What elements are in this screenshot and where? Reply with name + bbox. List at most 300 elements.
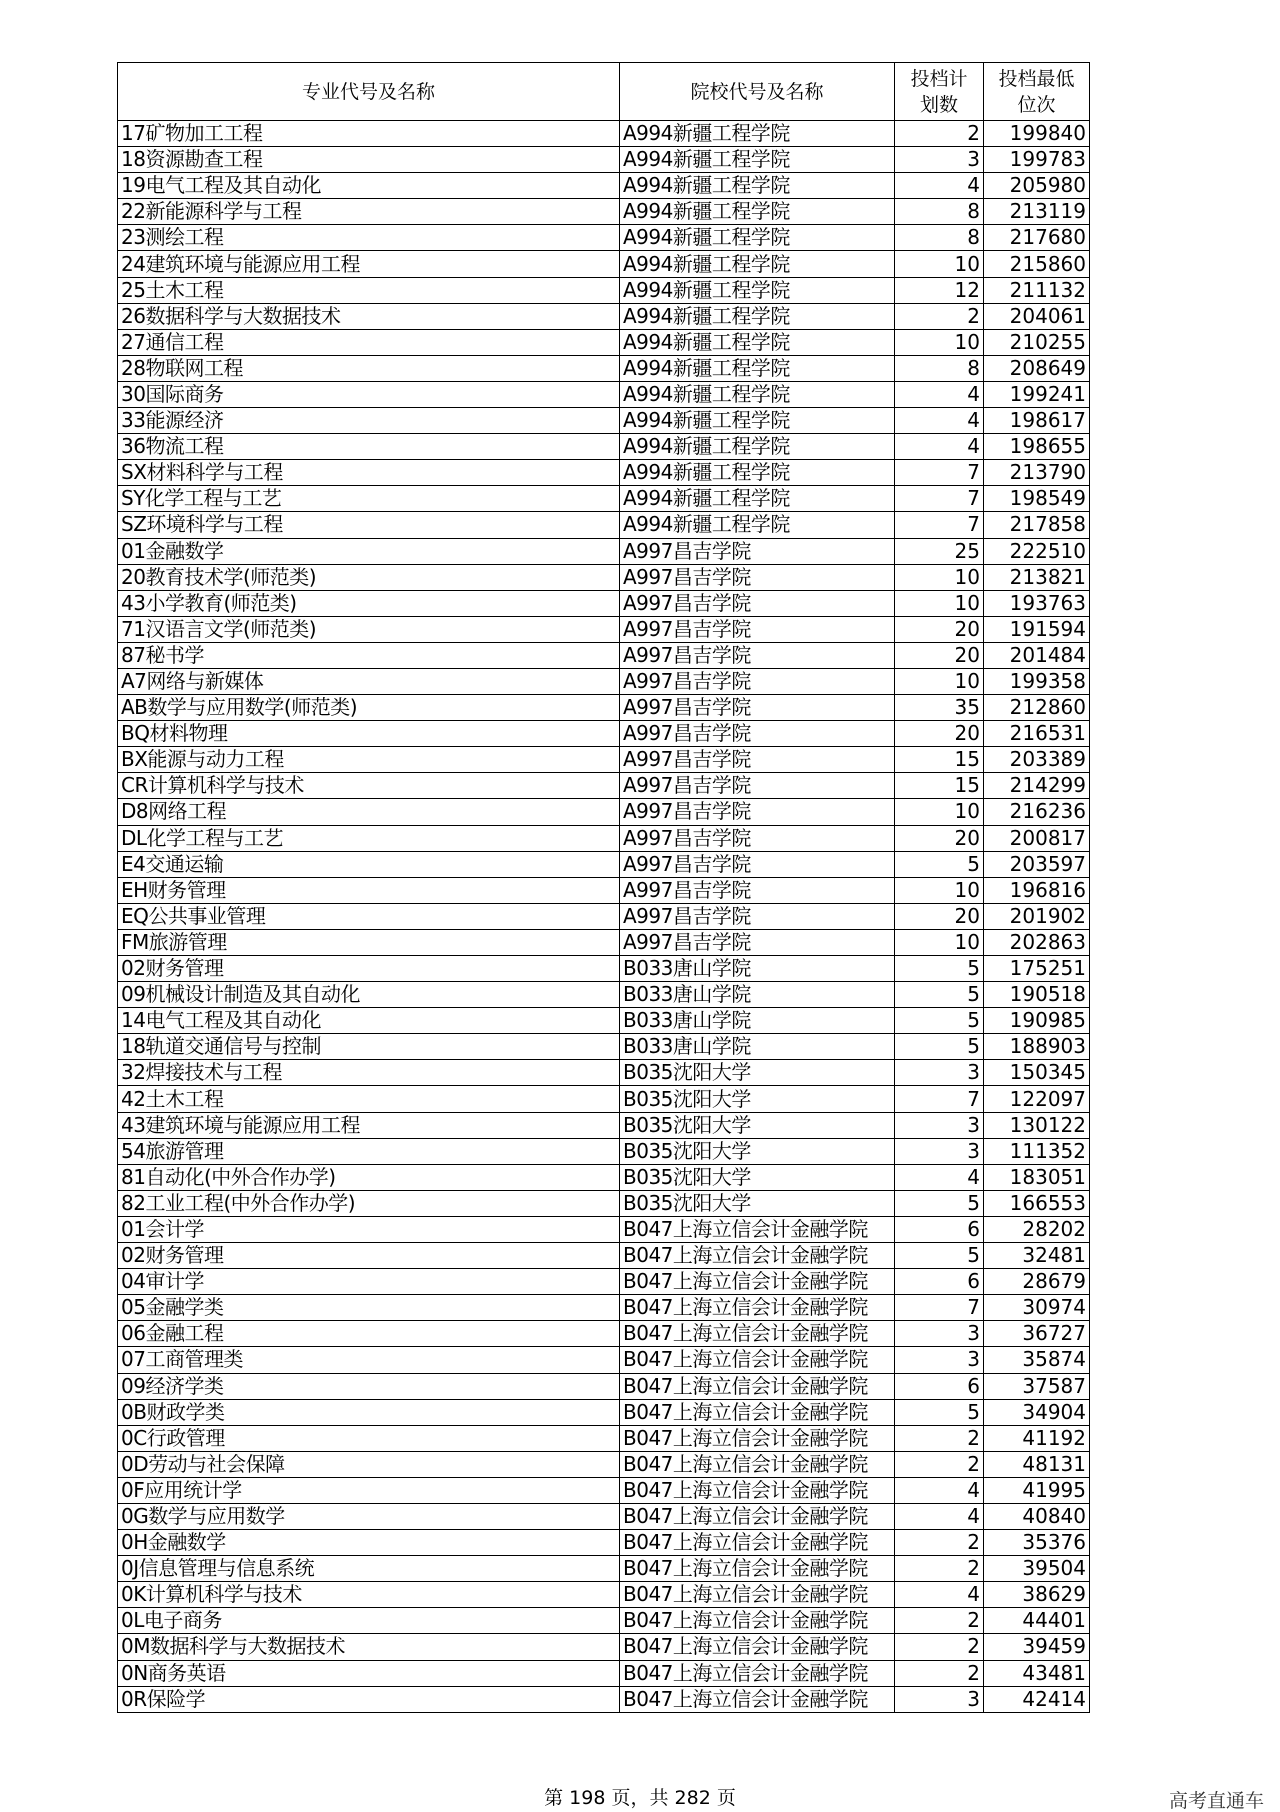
school-cell: A994新疆工程学院 [620,486,895,512]
table-row [118,277,1090,303]
min-rank-cell: 204061 [984,303,1090,329]
plan-count-cell: 4 [895,408,984,434]
major-cell: BX能源与动力工程 [118,747,620,773]
table-row [118,1556,1090,1582]
min-rank-cell: 211132 [984,277,1090,303]
major-cell: EQ公共事业管理 [118,903,620,929]
table-row [118,825,1090,851]
table-row [118,1086,1090,1112]
plan-count-cell: 3 [895,1321,984,1347]
table-row [118,1660,1090,1686]
plan-count-cell: 2 [895,1608,984,1634]
plan-count-cell: 15 [895,747,984,773]
table-row [118,408,1090,434]
school-cell: B035沈阳大学 [620,1112,895,1138]
school-cell: A997昌吉学院 [620,877,895,903]
plan-count-cell: 5 [895,851,984,877]
major-cell: 42土木工程 [118,1086,620,1112]
plan-count-cell: 3 [895,147,984,173]
major-cell: 09经济学类 [118,1373,620,1399]
major-cell: FM旅游管理 [118,929,620,955]
school-cell: B047上海立信会计金融学院 [620,1477,895,1503]
table-row [118,460,1090,486]
min-rank-cell: 203389 [984,747,1090,773]
major-cell: 04审计学 [118,1269,620,1295]
major-cell: 0M数据科学与大数据技术 [118,1634,620,1660]
min-rank-cell: 48131 [984,1451,1090,1477]
plan-count-cell: 2 [895,1451,984,1477]
min-rank-cell: 34904 [984,1399,1090,1425]
school-cell: B047上海立信会计金融学院 [620,1582,895,1608]
table-row [118,1503,1090,1529]
school-cell: A994新疆工程学院 [620,251,895,277]
school-cell: B047上海立信会计金融学院 [620,1660,895,1686]
watermark: 高考直通车 [1168,1790,1264,1812]
table-row [118,1686,1090,1712]
min-rank-cell: 199840 [984,121,1090,147]
major-cell: 54旅游管理 [118,1138,620,1164]
school-cell: A994新疆工程学院 [620,329,895,355]
school-cell: A994新疆工程学院 [620,408,895,434]
table-row [118,695,1090,721]
table-row [118,903,1090,929]
plan-count-cell: 15 [895,773,984,799]
plan-count-cell: 7 [895,1086,984,1112]
table-row [118,1190,1090,1216]
major-cell: 0F应用统计学 [118,1477,620,1503]
min-rank-cell: 198617 [984,408,1090,434]
plan-count-cell: 3 [895,1112,984,1138]
table-row [118,982,1090,1008]
min-rank-cell: 28202 [984,1216,1090,1242]
school-cell: A994新疆工程学院 [620,121,895,147]
major-cell: 0L电子商务 [118,1608,620,1634]
major-cell: 82工业工程(中外合作办学) [118,1190,620,1216]
plan-count-cell: 10 [895,564,984,590]
school-cell: A994新疆工程学院 [620,173,895,199]
table-row [118,121,1090,147]
min-rank-cell: 150345 [984,1060,1090,1086]
school-cell: B047上海立信会计金融学院 [620,1451,895,1477]
table-row [118,1008,1090,1034]
plan-count-cell: 6 [895,1216,984,1242]
table-row [118,251,1090,277]
table-row [118,303,1090,329]
table-row [118,1477,1090,1503]
major-cell: 18资源勘查工程 [118,147,620,173]
major-cell: 0K计算机科学与技术 [118,1582,620,1608]
plan-count-cell: 10 [895,877,984,903]
school-cell: B047上海立信会计金融学院 [620,1399,895,1425]
min-rank-cell: 203597 [984,851,1090,877]
plan-count-cell: 4 [895,1477,984,1503]
table-body [118,121,1090,1713]
school-cell: A997昌吉学院 [620,695,895,721]
school-cell: A994新疆工程学院 [620,277,895,303]
table-row [118,1164,1090,1190]
major-cell: A7网络与新媒体 [118,668,620,694]
plan-count-cell: 10 [895,929,984,955]
table-row [118,1582,1090,1608]
min-rank-cell: 40840 [984,1503,1090,1529]
table-row [118,1399,1090,1425]
min-rank-cell: 38629 [984,1582,1090,1608]
major-cell: SX材料科学与工程 [118,460,620,486]
plan-count-cell: 35 [895,695,984,721]
min-rank-cell: 122097 [984,1086,1090,1112]
page-number: 第 198 页，共 282 页 [544,1787,736,1809]
plan-count-cell: 10 [895,799,984,825]
min-rank-cell: 39459 [984,1634,1090,1660]
plan-count-cell: 4 [895,381,984,407]
major-cell: 0R保险学 [118,1686,620,1712]
plan-count-cell: 4 [895,173,984,199]
plan-count-cell: 20 [895,642,984,668]
plan-count-cell: 2 [895,1634,984,1660]
school-cell: A997昌吉学院 [620,773,895,799]
table-row [118,1425,1090,1451]
min-rank-cell: 166553 [984,1190,1090,1216]
plan-count-cell: 10 [895,251,984,277]
table-row [118,851,1090,877]
school-cell: A997昌吉学院 [620,668,895,694]
min-rank-cell: 200817 [984,825,1090,851]
plan-count-cell: 12 [895,277,984,303]
major-cell: 07工商管理类 [118,1347,620,1373]
school-cell: A997昌吉学院 [620,642,895,668]
table-row [118,329,1090,355]
plan-count-cell: 2 [895,1556,984,1582]
table-row [118,721,1090,747]
min-rank-cell: 42414 [984,1686,1090,1712]
school-cell: B035沈阳大学 [620,1060,895,1086]
school-cell: A994新疆工程学院 [620,199,895,225]
min-rank-cell: 41192 [984,1425,1090,1451]
plan-count-cell: 8 [895,355,984,381]
plan-count-cell: 25 [895,538,984,564]
header-min-rank: 投档最低 位次 [984,63,1090,121]
plan-count-cell: 20 [895,721,984,747]
major-cell: BQ材料物理 [118,721,620,747]
min-rank-cell: 214299 [984,773,1090,799]
table-row [118,1634,1090,1660]
major-cell: 0G数学与应用数学 [118,1503,620,1529]
school-cell: A994新疆工程学院 [620,460,895,486]
min-rank-cell: 196816 [984,877,1090,903]
min-rank-cell: 32481 [984,1243,1090,1269]
school-cell: A997昌吉学院 [620,721,895,747]
major-cell: 09机械设计制造及其自动化 [118,982,620,1008]
plan-count-cell: 5 [895,1243,984,1269]
major-cell: 18轨道交通信号与控制 [118,1034,620,1060]
major-cell: 22新能源科学与工程 [118,199,620,225]
table-row [118,590,1090,616]
school-cell: B035沈阳大学 [620,1086,895,1112]
school-cell: B047上海立信会计金融学院 [620,1530,895,1556]
major-cell: 0J信息管理与信息系统 [118,1556,620,1582]
table-row [118,564,1090,590]
min-rank-cell: 175251 [984,956,1090,982]
table-row [118,512,1090,538]
plan-count-cell: 3 [895,1060,984,1086]
school-cell: A994新疆工程学院 [620,303,895,329]
school-cell: B035沈阳大学 [620,1138,895,1164]
min-rank-cell: 35376 [984,1530,1090,1556]
major-cell: 43小学教育(师范类) [118,590,620,616]
table-row [118,1243,1090,1269]
major-cell: DL化学工程与工艺 [118,825,620,851]
school-cell: B035沈阳大学 [620,1190,895,1216]
table-row [118,355,1090,381]
min-rank-cell: 202863 [984,929,1090,955]
table-row [118,799,1090,825]
table-row [118,668,1090,694]
major-cell: 19电气工程及其自动化 [118,173,620,199]
min-rank-cell: 28679 [984,1269,1090,1295]
table-row [118,1321,1090,1347]
major-cell: 02财务管理 [118,956,620,982]
plan-count-cell: 10 [895,590,984,616]
plan-count-cell: 5 [895,1399,984,1425]
table-row [118,1269,1090,1295]
min-rank-cell: 216531 [984,721,1090,747]
major-cell: E4交通运输 [118,851,620,877]
plan-count-cell: 20 [895,616,984,642]
school-cell: B033唐山学院 [620,1034,895,1060]
school-cell: B047上海立信会计金融学院 [620,1269,895,1295]
plan-count-cell: 2 [895,1425,984,1451]
major-cell: 06金融工程 [118,1321,620,1347]
plan-count-cell: 2 [895,303,984,329]
major-cell: CR计算机科学与技术 [118,773,620,799]
school-cell: A997昌吉学院 [620,903,895,929]
table-row [118,1060,1090,1086]
min-rank-cell: 198655 [984,434,1090,460]
major-cell: 24建筑环境与能源应用工程 [118,251,620,277]
table-row [118,1530,1090,1556]
min-rank-cell: 37587 [984,1373,1090,1399]
plan-count-cell: 6 [895,1269,984,1295]
min-rank-cell: 35874 [984,1347,1090,1373]
header-row [118,63,1090,121]
major-cell: 02财务管理 [118,1243,620,1269]
min-rank-cell: 222510 [984,538,1090,564]
table-row [118,929,1090,955]
table-row [118,1608,1090,1634]
plan-count-cell: 20 [895,825,984,851]
min-rank-cell: 212860 [984,695,1090,721]
school-cell: A997昌吉学院 [620,799,895,825]
min-rank-cell: 205980 [984,173,1090,199]
min-rank-cell: 210255 [984,329,1090,355]
major-cell: 0B财政学类 [118,1399,620,1425]
plan-count-cell: 5 [895,1034,984,1060]
min-rank-cell: 130122 [984,1112,1090,1138]
min-rank-cell: 215860 [984,251,1090,277]
major-cell: 81自动化(中外合作办学) [118,1164,620,1190]
major-cell: 71汉语言文学(师范类) [118,616,620,642]
table-row [118,1347,1090,1373]
school-cell: A994新疆工程学院 [620,147,895,173]
major-cell: 01金融数学 [118,538,620,564]
school-cell: B047上海立信会计金融学院 [620,1686,895,1712]
school-cell: A994新疆工程学院 [620,355,895,381]
table-row [118,1216,1090,1242]
min-rank-cell: 199783 [984,147,1090,173]
header-major: 专业代号及名称 [118,63,620,121]
plan-count-cell: 2 [895,1530,984,1556]
plan-count-cell: 5 [895,982,984,1008]
plan-count-cell: 7 [895,512,984,538]
table-row [118,173,1090,199]
school-cell: B047上海立信会计金融学院 [620,1243,895,1269]
min-rank-cell: 30974 [984,1295,1090,1321]
major-cell: SY化学工程与工艺 [118,486,620,512]
plan-count-cell: 5 [895,1008,984,1034]
school-cell: A997昌吉学院 [620,564,895,590]
min-rank-cell: 199358 [984,668,1090,694]
school-cell: B047上海立信会计金融学院 [620,1425,895,1451]
major-cell: 27通信工程 [118,329,620,355]
major-cell: D8网络工程 [118,799,620,825]
major-cell: 26数据科学与大数据技术 [118,303,620,329]
major-cell: SZ环境科学与工程 [118,512,620,538]
plan-count-cell: 7 [895,1295,984,1321]
school-cell: B047上海立信会计金融学院 [620,1295,895,1321]
min-rank-cell: 183051 [984,1164,1090,1190]
min-rank-cell: 44401 [984,1608,1090,1634]
school-cell: A997昌吉学院 [620,590,895,616]
min-rank-cell: 199241 [984,381,1090,407]
min-rank-cell: 217858 [984,512,1090,538]
table-row [118,225,1090,251]
school-cell: A994新疆工程学院 [620,512,895,538]
school-cell: A994新疆工程学院 [620,225,895,251]
major-cell: 25土木工程 [118,277,620,303]
plan-count-cell: 7 [895,486,984,512]
major-cell: 0N商务英语 [118,1660,620,1686]
plan-count-cell: 3 [895,1686,984,1712]
major-cell: 0D劳动与社会保障 [118,1451,620,1477]
plan-count-cell: 7 [895,460,984,486]
table-row [118,773,1090,799]
major-cell: AB数学与应用数学(师范类) [118,695,620,721]
table-row [118,1138,1090,1164]
major-cell: 33能源经济 [118,408,620,434]
min-rank-cell: 41995 [984,1477,1090,1503]
school-cell: B033唐山学院 [620,956,895,982]
school-cell: B047上海立信会计金融学院 [620,1216,895,1242]
school-cell: A997昌吉学院 [620,747,895,773]
plan-count-cell: 5 [895,956,984,982]
plan-count-cell: 2 [895,1660,984,1686]
table-row [118,1034,1090,1060]
min-rank-cell: 213119 [984,199,1090,225]
major-cell: 30国际商务 [118,381,620,407]
school-cell: B033唐山学院 [620,1008,895,1034]
table-row [118,1451,1090,1477]
min-rank-cell: 111352 [984,1138,1090,1164]
school-cell: B047上海立信会计金融学院 [620,1608,895,1634]
min-rank-cell: 208649 [984,355,1090,381]
school-cell: B047上海立信会计金融学院 [620,1373,895,1399]
plan-count-cell: 4 [895,1582,984,1608]
min-rank-cell: 198549 [984,486,1090,512]
plan-count-cell: 10 [895,668,984,694]
min-rank-cell: 217680 [984,225,1090,251]
table-row [118,1295,1090,1321]
major-cell: EH财务管理 [118,877,620,903]
table-row [118,486,1090,512]
major-cell: 43建筑环境与能源应用工程 [118,1112,620,1138]
school-cell: B033唐山学院 [620,982,895,1008]
school-cell: A994新疆工程学院 [620,434,895,460]
school-cell: B047上海立信会计金融学院 [620,1556,895,1582]
plan-count-cell: 4 [895,1164,984,1190]
major-cell: 14电气工程及其自动化 [118,1008,620,1034]
major-cell: 0C行政管理 [118,1425,620,1451]
min-rank-cell: 213821 [984,564,1090,590]
table-row [118,1112,1090,1138]
plan-count-cell: 3 [895,1347,984,1373]
plan-count-cell: 4 [895,1503,984,1529]
min-rank-cell: 190518 [984,982,1090,1008]
school-cell: A997昌吉学院 [620,616,895,642]
table-row [118,616,1090,642]
table-row [118,147,1090,173]
min-rank-cell: 190985 [984,1008,1090,1034]
plan-count-cell: 6 [895,1373,984,1399]
major-cell: 87秘书学 [118,642,620,668]
min-rank-cell: 43481 [984,1660,1090,1686]
major-cell: 32焊接技术与工程 [118,1060,620,1086]
table-row [118,538,1090,564]
table-row [118,381,1090,407]
school-cell: B047上海立信会计金融学院 [620,1347,895,1373]
plan-count-cell: 3 [895,1138,984,1164]
min-rank-cell: 188903 [984,1034,1090,1060]
table-row [118,642,1090,668]
min-rank-cell: 193763 [984,590,1090,616]
school-cell: B047上海立信会计金融学院 [620,1321,895,1347]
major-cell: 20教育技术学(师范类) [118,564,620,590]
school-cell: A997昌吉学院 [620,851,895,877]
min-rank-cell: 201902 [984,903,1090,929]
plan-count-cell: 20 [895,903,984,929]
school-cell: A997昌吉学院 [620,825,895,851]
major-cell: 28物联网工程 [118,355,620,381]
plan-count-cell: 8 [895,199,984,225]
school-cell: A997昌吉学院 [620,538,895,564]
major-cell: 01会计学 [118,1216,620,1242]
major-cell: 36物流工程 [118,434,620,460]
major-cell: 0H金融数学 [118,1530,620,1556]
plan-count-cell: 4 [895,434,984,460]
table-row [118,747,1090,773]
school-cell: B047上海立信会计金融学院 [620,1634,895,1660]
min-rank-cell: 39504 [984,1556,1090,1582]
school-cell: A994新疆工程学院 [620,381,895,407]
table-row [118,1373,1090,1399]
school-cell: B047上海立信会计金融学院 [620,1503,895,1529]
school-cell: A997昌吉学院 [620,929,895,955]
admission-table [117,62,1090,1713]
major-cell: 17矿物加工工程 [118,121,620,147]
school-cell: B035沈阳大学 [620,1164,895,1190]
min-rank-cell: 216236 [984,799,1090,825]
table-row [118,199,1090,225]
table-row [118,877,1090,903]
